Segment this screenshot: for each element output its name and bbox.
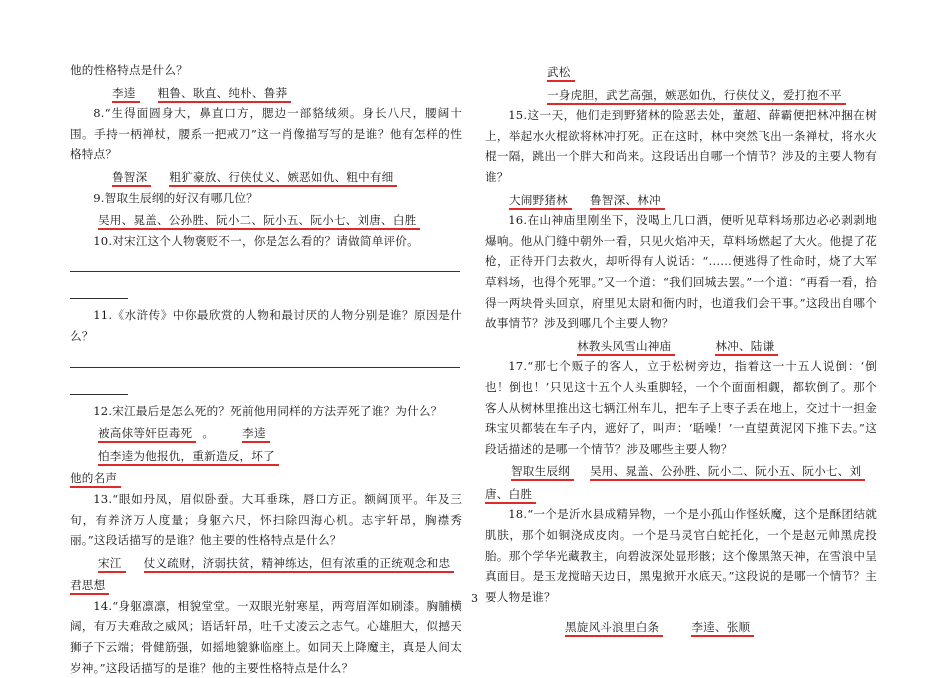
answer-underline: 李逵 [242, 425, 270, 443]
answer-12-cont [70, 466, 462, 489]
answer-underline: 怕李逵为他报仇，重新造反，坏了 [98, 448, 279, 466]
answer-blank-line [70, 278, 128, 299]
answer-underline: 林教头风雪山神庙 [577, 338, 675, 356]
answer-underline: 一身虎胆，武艺高强，嫉恶如仇，行侠仗义，爱打抱不平 [547, 87, 846, 105]
question-14: 14.“身躯凛凛，相貌堂堂。一双眼光射寒星，两弯眉浑如刷漆。胸脯横阔，有万夫难敌之威风；语话轩昂，吐千丈凌云之志气。心雄胆大，似撼天狮子下云端；骨健筋强，如摇地貔貅临座上。如同天上降魔主，真是人间太岁神。”这段话描写的是谁？他的主要性格特点是什么？ [70, 598, 462, 675]
answer-separator: 。 [202, 426, 215, 441]
answer-underline: 鲁智深、林冲 [590, 192, 665, 210]
question-9: 9.智取生辰纲的好汉有哪几位？ [93, 190, 258, 205]
answer-15 [485, 188, 877, 211]
question-8: 8.“生得面圆身大，鼻直口方，腮边一部貉绒须。身长八尺，腰阔十围。手持一柄禅杖，腰系一把戒刀”这一肖像描写写的是谁？他有怎样的性格特点？ [70, 106, 462, 162]
answer-underline: 大闹野猪林 [509, 192, 572, 210]
answer-underline: 被高俅等奸臣毒死 [98, 425, 196, 443]
spacer [485, 607, 877, 615]
answer-underline: 粗犷豪放、行侠仗义、嫉恶如仇、粗中有细 [169, 169, 397, 187]
answer-underline: 他的名声 [70, 470, 121, 488]
answer-underline: 吴用、晁盖、公孙胜、阮小二、阮小五、阮小七、刘 [590, 463, 865, 481]
answer-underline: 武松 [547, 64, 575, 82]
answer-7 [70, 81, 462, 104]
question-18: 18.“一个是沂水县成精异物，一个是小孤山作怪妖魔，这个是酥团结就肌肤，那个如铜浇成皮肉。一个是马灵官白蛇托化，一个是赵元帅黑虎投胎。那个学华光藏教主，向碧波深处显形骸；这个像黑煞天神，在雪浪中呈真面目。是玉龙搅暗天边日，黑鬼掀开水底天。”这段说的是哪一个情节？主要人物是谁？ [485, 507, 877, 604]
left-column [70, 60, 462, 678]
answer-underline: 仗义疏财，济弱扶贫，精神练达，但有浓重的正统观念和忠 [144, 555, 455, 573]
answer-16 [485, 334, 877, 357]
answer-blank-line [70, 251, 460, 272]
question-10: 10.对宋江这个人物褒贬不一，你是怎么看的？请做简单评价。 [93, 233, 419, 248]
answer-underline: 宋江 [98, 555, 126, 573]
answer-12 [70, 421, 462, 466]
answer-13 [70, 551, 462, 574]
answer-underline: 林冲、陆谦 [715, 338, 778, 356]
question-15: 15.这一天，他们走到野猪林的险恶去处，董超、薛霸便把林冲捆在树上，举起水火棍欲将林冲打死。正在这时，林中突然飞出一条禅杖，将水火棍一隔，跳出一个胖大和尚来。这段话出自哪一个情节？涉及的主要人物有谁？ [485, 108, 877, 184]
answer-underline: 李逵 [112, 85, 140, 103]
answer-8 [70, 165, 462, 188]
question-12: 12.宋江最后是怎么死的？死前他用同样的方法弄死了谁？为什么？ [93, 403, 443, 418]
answer-underline: 李逵、张顺 [691, 619, 754, 637]
answer-blank-line [70, 374, 128, 395]
question-11: 11.《水浒传》中你最欣赏的人物和最讨厌的人物分别是谁？原因是什么？ [70, 308, 462, 343]
question-7-tail: 他的性格特点是什么？ [70, 63, 188, 77]
answer-17-cont [485, 482, 877, 505]
page-number: 3 [471, 592, 478, 605]
question-13: 13.“眼如丹凤，眉似卧蚕。大耳垂珠，唇口方正。额阔顶平。年及三旬，有养济万人度量；身躯六尺，怀扫除四海心机。志宇轩昂，胸襟秀丽。”这段话描写的是谁？他主要的性格特点是什么？ [70, 491, 462, 548]
answer-underline: 鲁智深 [112, 169, 151, 187]
question-16: 16.在山神庙里刚坐下，没喝上几口酒，便听见草料场那边必必剥剥地爆响。他从门缝中朝外一看，只见火焰冲天，草料场燃起了大火。他提了花枪，正待开门去救火，却听得有人说话：“……便逃得了性命时，烧了大军草料场，也得个死罪。”又一个道：“我们回城去罢。”一个道：“再看一看，拾得一两块骨头回京，府里见太尉和衙内时，也道我们会干事。”这段出自哪个故事情节？涉及到哪几个主要人物？ [485, 213, 877, 331]
answer-underline: 唐、白胜 [485, 486, 536, 504]
answer-blank-line [70, 347, 460, 368]
answer-underline: 吴用、晁盖、公孙胜、阮小二、阮小五、阮小七、刘唐、白胜 [98, 212, 420, 230]
answer-14 [485, 60, 877, 105]
answer-13-cont [70, 573, 462, 596]
answer-underline: 君思想 [70, 577, 109, 595]
answer-underline: 粗鲁、耿直、纯朴、鲁莽 [158, 85, 292, 103]
answer-9 [70, 208, 462, 231]
answer-17 [485, 459, 877, 482]
answer-underline: 智取生辰纲 [511, 463, 574, 481]
answer-18 [485, 615, 877, 638]
question-17: 17.“那七个贩子的客人，立于松树旁边，指着这一十五人说倒：‘倒也！倒也！’只见这十五个人头重脚轻，一个个面面相觑，都软倒了。那个客人从树林里推出这七辆江州车儿，把车子上枣子丢在地上，交过十一担金珠宝贝都装在车子内，遮好了，叫声：‘聒噪！’一直望黄泥冈下推下去。”这段话描述的是哪一个情节？涉及哪些主要人物？ [485, 359, 877, 456]
right-column [485, 60, 877, 638]
answer-underline: 黑旋风斗浪里白条 [565, 619, 663, 637]
